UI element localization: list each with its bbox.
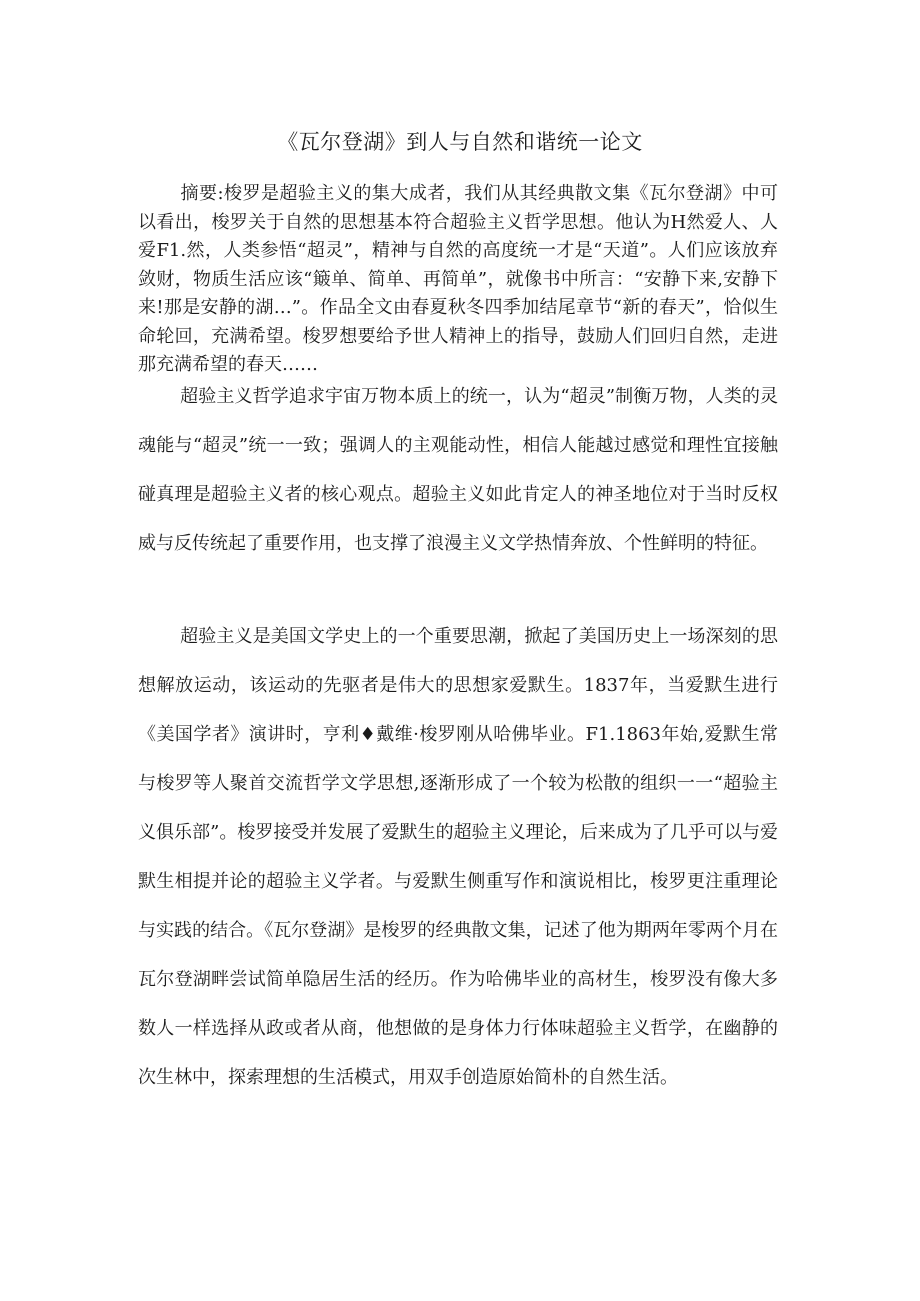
body-paragraph bbox=[138, 372, 778, 568]
body-paragraph-text: 超验主义是美国文学史上的一个重要思潮，掀起了美国历史上一场深刻的思想解放运动，该运动的先驱者是伟大的思想家爱默生。1837年，当爱默生进行《美国学者》演讲时，亨利♦戴维·梭罗刚从哈佛毕业。F1.1863年始,爱默生常与梭罗等人聚首交流哲学文学思想,逐渐形成了一个较为松散的组织一一“超验主义俱乐部”。梭罗接受并发展了爱默生的超验主义理论，后来成为了几乎可以与爱默生相提并论的超验主义学者。与爱默生侧重写作和演说相比，梭罗更注重理论与实践的结合。《瓦尔登湖》是梭罗的经典散文集，记述了他为期两年零两个月在瓦尔登湖畔尝试简单隐居生活的经历。作为哈佛毕业的高材生，梭罗没有像大多数人一样选择从政或者从商，他想做的是身体力行体味超验主义哲学，在幽静的次生林中，探索理想的生活模式，用双手创造原始简朴的自然生活。 bbox=[138, 626, 778, 1088]
document-title: 《瓦尔登湖》到人与自然和谐统一论文 bbox=[277, 130, 643, 154]
body-paragraph bbox=[138, 612, 778, 1102]
abstract-paragraph bbox=[138, 180, 778, 380]
abstract-text: 梭罗是超验主义的集大成者，我们从其经典散文集《瓦尔登湖》中可以看出，梭罗关于自然的思想基本符合超验主义哲学思想。他认为H然爱人、人爱F1.然，人类参悟“超灵”，精神与自然的高度统一才是“天道”。人们应该放弃敛财，物质生活应该“簸单、简单、再简单”，就像书中所言：“安静下来,安静下来!那是安静的湖…”。作品全文由春夏秋冬四季加结尾章节“新的春天”，恰似生命轮回，充满希望。梭罗想要给予世人精神上的指导，鼓励人们回归自然，走进那充满希望的春天…… bbox=[138, 183, 778, 375]
abstract-label: 摘要: bbox=[180, 183, 224, 204]
body-paragraph-text: 超验主义哲学追求宇宙万物本质上的统一，认为“超灵”制衡万物，人类的灵魂能与“超灵”统一一致；强调人的主观能动性，相信人能越过感觉和理性宜接触碰真理是超验主义者的核心观点。超验主义如此肯定人的神圣地位对于当时反权威与反传统起了重要作用，也支撑了浪漫主义文学热情奔放、个性鲜明的特征。 bbox=[138, 386, 778, 554]
